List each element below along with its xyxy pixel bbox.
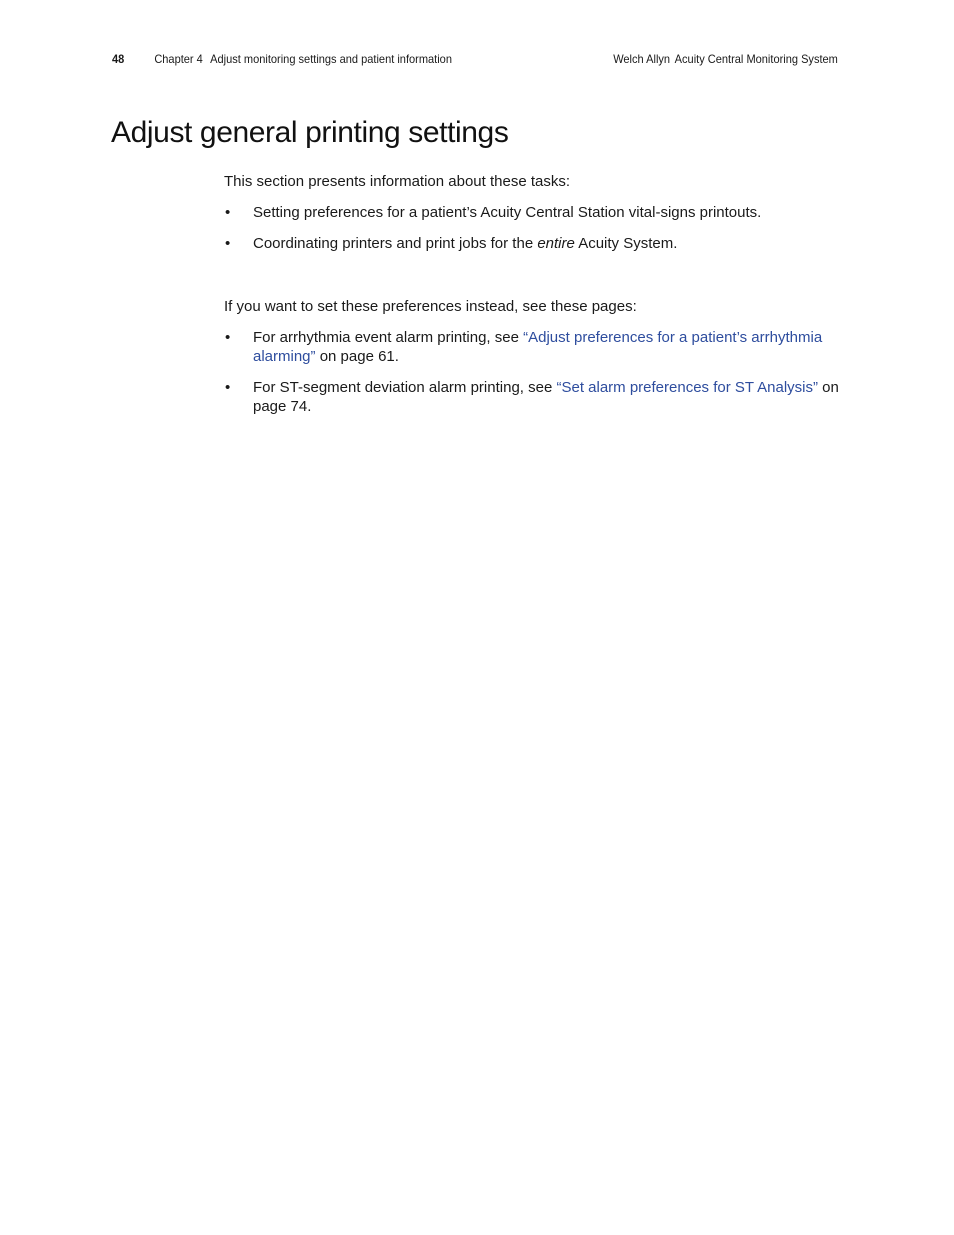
list-item <box>224 378 844 416</box>
chapter-title: Adjust monitoring settings and patient information <box>210 52 452 66</box>
list-item <box>224 234 844 253</box>
list-item <box>224 328 844 366</box>
page-number: 48 <box>112 52 125 66</box>
bullet-icon: • <box>225 204 231 221</box>
section-title: Adjust general printing settings <box>111 116 509 149</box>
task-text-after: Acuity System. <box>574 235 678 252</box>
bullet-icon: • <box>225 235 231 252</box>
task-text-before: Coordinating printers and print jobs for the <box>253 235 538 252</box>
intro-paragraph: This section presents information about these tasks: <box>224 173 571 190</box>
brand-name: Welch Allyn <box>613 52 671 66</box>
see-also-list <box>224 328 844 416</box>
chapter-heading <box>154 52 452 66</box>
task-emphasis: entire <box>537 235 575 252</box>
reference-text-before: For ST-segment deviation alarm printing, see <box>253 379 557 396</box>
reference-text-after: on page 74. <box>253 379 839 415</box>
reference-text-after: on page 61. <box>315 348 399 365</box>
see-also-paragraph: If you want to set these preferences instead, see these pages: <box>224 298 637 315</box>
st-analysis-link[interactable]: “Set alarm preferences for ST Analysis” <box>556 379 818 396</box>
task-text: Setting preferences for a patient’s Acuity Central Station vital-signs printouts. <box>253 204 762 221</box>
product-name <box>613 52 838 66</box>
bullet-icon: • <box>225 379 231 396</box>
running-header <box>112 52 838 70</box>
bullet-icon: • <box>225 329 231 346</box>
list-item <box>224 203 844 222</box>
product-title: Acuity Central Monitoring System <box>674 52 838 66</box>
arrhythmia-alarm-link[interactable]: “Adjust preferences for a patient’s arrhythmia alarming” <box>253 329 823 365</box>
task-list <box>224 203 844 253</box>
chapter-label: Chapter 4 <box>154 52 203 66</box>
reference-text-before: For arrhythmia event alarm printing, see <box>253 329 524 346</box>
